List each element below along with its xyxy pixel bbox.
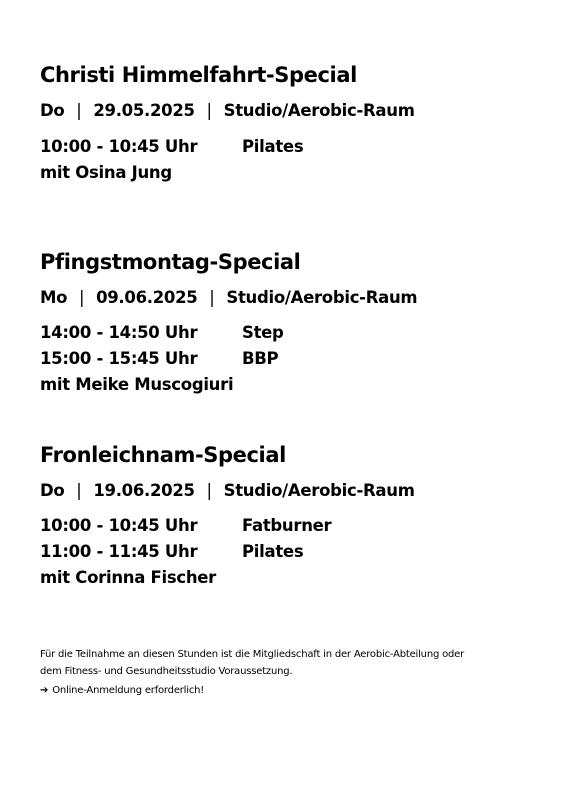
session-time: 15:00 - 15:45 Uhr	[40, 349, 198, 368]
session-course: Fatburner	[242, 516, 332, 535]
event-info-line	[40, 101, 415, 121]
event-day: Mo	[40, 288, 68, 307]
footer-line: dem Fitness- und Gesundheitsstudio Voraussetzung.	[40, 666, 293, 677]
separator: |	[76, 481, 82, 500]
arrow-right-icon: ➔	[40, 685, 49, 696]
session-time: 10:00 - 10:45 Uhr	[40, 516, 198, 535]
footer-note	[40, 646, 520, 699]
event-day: Do	[40, 481, 65, 500]
session-time: 11:00 - 11:45 Uhr	[40, 542, 198, 561]
event-day: Do	[40, 101, 65, 120]
session-course: BBP	[242, 349, 279, 368]
event-location: Studio/Aerobic-Raum	[223, 481, 415, 500]
separator: |	[206, 101, 212, 120]
separator: |	[78, 288, 85, 307]
event-section	[40, 442, 540, 587]
registration-note	[40, 682, 520, 699]
event-trainer: mit Osina Jung	[40, 163, 172, 182]
event-date: 09.06.2025	[96, 288, 198, 307]
event-info-line	[40, 481, 415, 501]
event-title: Fronleichnam-Special	[40, 443, 286, 467]
event-title: Christi Himmelfahrt-Special	[40, 63, 357, 87]
event-info-line	[40, 288, 417, 308]
session-course: Pilates	[242, 137, 304, 156]
event-trainer: mit Corinna Fischer	[40, 568, 216, 587]
footer-line: Für die Teilnahme an diesen Stunden ist die Mitgliedschaft in der Aerobic-Abteilung oder	[40, 649, 465, 660]
event-location: Studio/Aerobic-Raum	[223, 101, 415, 120]
separator: |	[76, 101, 82, 120]
event-section	[40, 249, 540, 394]
event-trainer: mit Meike Muscogiuri	[40, 375, 234, 394]
event-date: 29.05.2025	[93, 101, 195, 120]
event-section	[40, 62, 540, 182]
session-time: 14:00 - 14:50 Uhr	[40, 323, 198, 342]
separator: |	[206, 481, 212, 500]
event-date: 19.06.2025	[93, 481, 195, 500]
event-location: Studio/Aerobic-Raum	[226, 288, 418, 307]
session-time: 10:00 - 10:45 Uhr	[40, 137, 198, 156]
session-course: Pilates	[242, 542, 304, 561]
separator: |	[209, 288, 215, 307]
event-title: Pfingstmontag-Special	[40, 250, 301, 274]
registration-note-text: Online-Anmeldung erforderlich!	[52, 685, 205, 696]
session-course: Step	[242, 323, 284, 342]
